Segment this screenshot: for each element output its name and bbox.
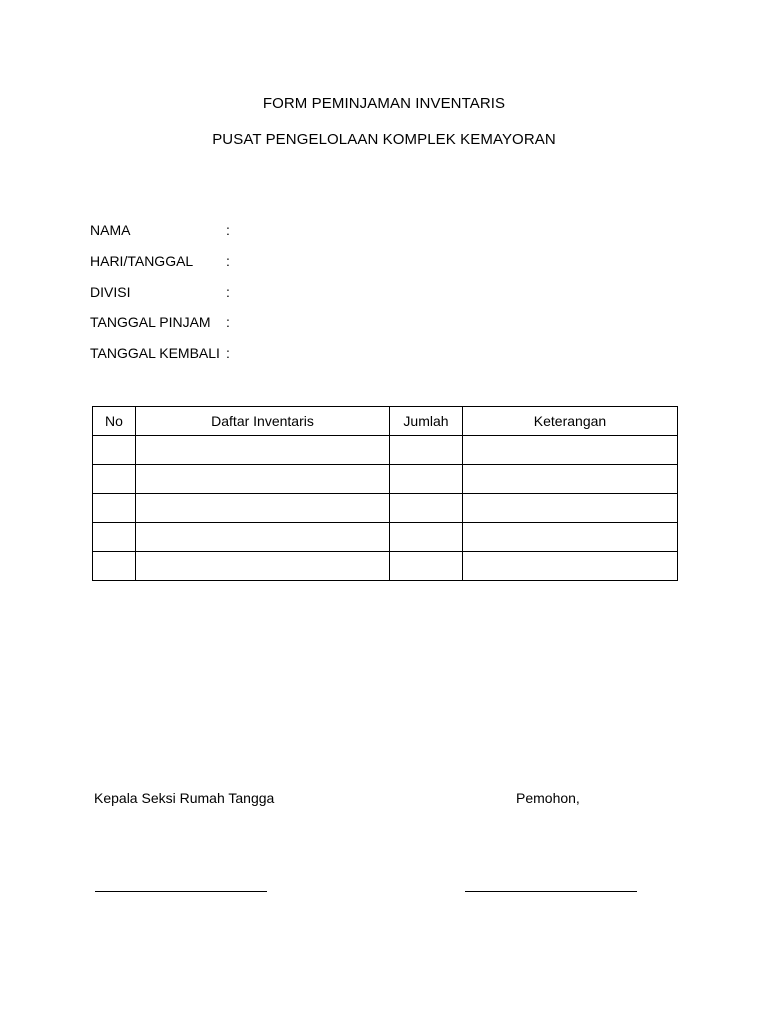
form-subtitle: PUSAT PENGELOLAAN KOMPLEK KEMAYORAN xyxy=(212,131,556,148)
table-cell[interactable] xyxy=(136,436,390,465)
field-label-tanggal-kembali: TANGGAL KEMBALI xyxy=(90,345,220,361)
table-cell[interactable] xyxy=(463,552,678,581)
table-cell[interactable] xyxy=(390,494,463,523)
form-title: FORM PEMINJAMAN INVENTARIS xyxy=(262,95,506,112)
table-cell[interactable] xyxy=(463,465,678,494)
table-cell[interactable] xyxy=(93,523,136,552)
table-row xyxy=(93,552,678,581)
table-cell[interactable] xyxy=(93,436,136,465)
field-colon-divisi: : xyxy=(226,284,230,300)
field-label-divisi: DIVISI xyxy=(90,284,131,300)
table-row xyxy=(93,436,678,465)
field-label-tanggal-pinjam: TANGGAL PINJAM xyxy=(90,314,211,330)
table-cell[interactable] xyxy=(390,552,463,581)
table-cell[interactable] xyxy=(93,552,136,581)
signature-label-kepala-seksi: Kepala Seksi Rumah Tangga xyxy=(94,790,275,806)
column-header-no: No xyxy=(93,407,136,436)
field-label-nama: NAMA xyxy=(90,222,131,238)
table-cell[interactable] xyxy=(93,494,136,523)
table-cell[interactable] xyxy=(136,523,390,552)
table-cell[interactable] xyxy=(390,465,463,494)
table-cell[interactable] xyxy=(390,436,463,465)
signature-line-left xyxy=(95,891,267,892)
field-colon-tanggal-pinjam: : xyxy=(226,314,230,330)
table-header-row xyxy=(93,407,678,436)
signature-label-pemohon: Pemohon, xyxy=(516,790,580,806)
table-row xyxy=(93,494,678,523)
field-colon-nama: : xyxy=(226,222,230,238)
field-colon-tanggal-kembali: : xyxy=(226,345,230,361)
field-label-hari-tanggal: HARI/TANGGAL xyxy=(90,253,194,269)
signature-line-right xyxy=(465,891,637,892)
table-cell[interactable] xyxy=(136,552,390,581)
column-header-daftar-inventaris: Daftar Inventaris xyxy=(136,407,390,436)
table-row xyxy=(93,523,678,552)
table-cell[interactable] xyxy=(136,494,390,523)
column-header-jumlah: Jumlah xyxy=(390,407,463,436)
table-cell[interactable] xyxy=(390,523,463,552)
table-cell[interactable] xyxy=(136,465,390,494)
table-cell[interactable] xyxy=(463,494,678,523)
table-cell[interactable] xyxy=(463,436,678,465)
table-cell[interactable] xyxy=(463,523,678,552)
table-row xyxy=(93,465,678,494)
inventory-table xyxy=(92,406,678,581)
column-header-keterangan: Keterangan xyxy=(463,407,678,436)
field-colon-hari-tanggal: : xyxy=(226,253,230,269)
table-cell[interactable] xyxy=(93,465,136,494)
